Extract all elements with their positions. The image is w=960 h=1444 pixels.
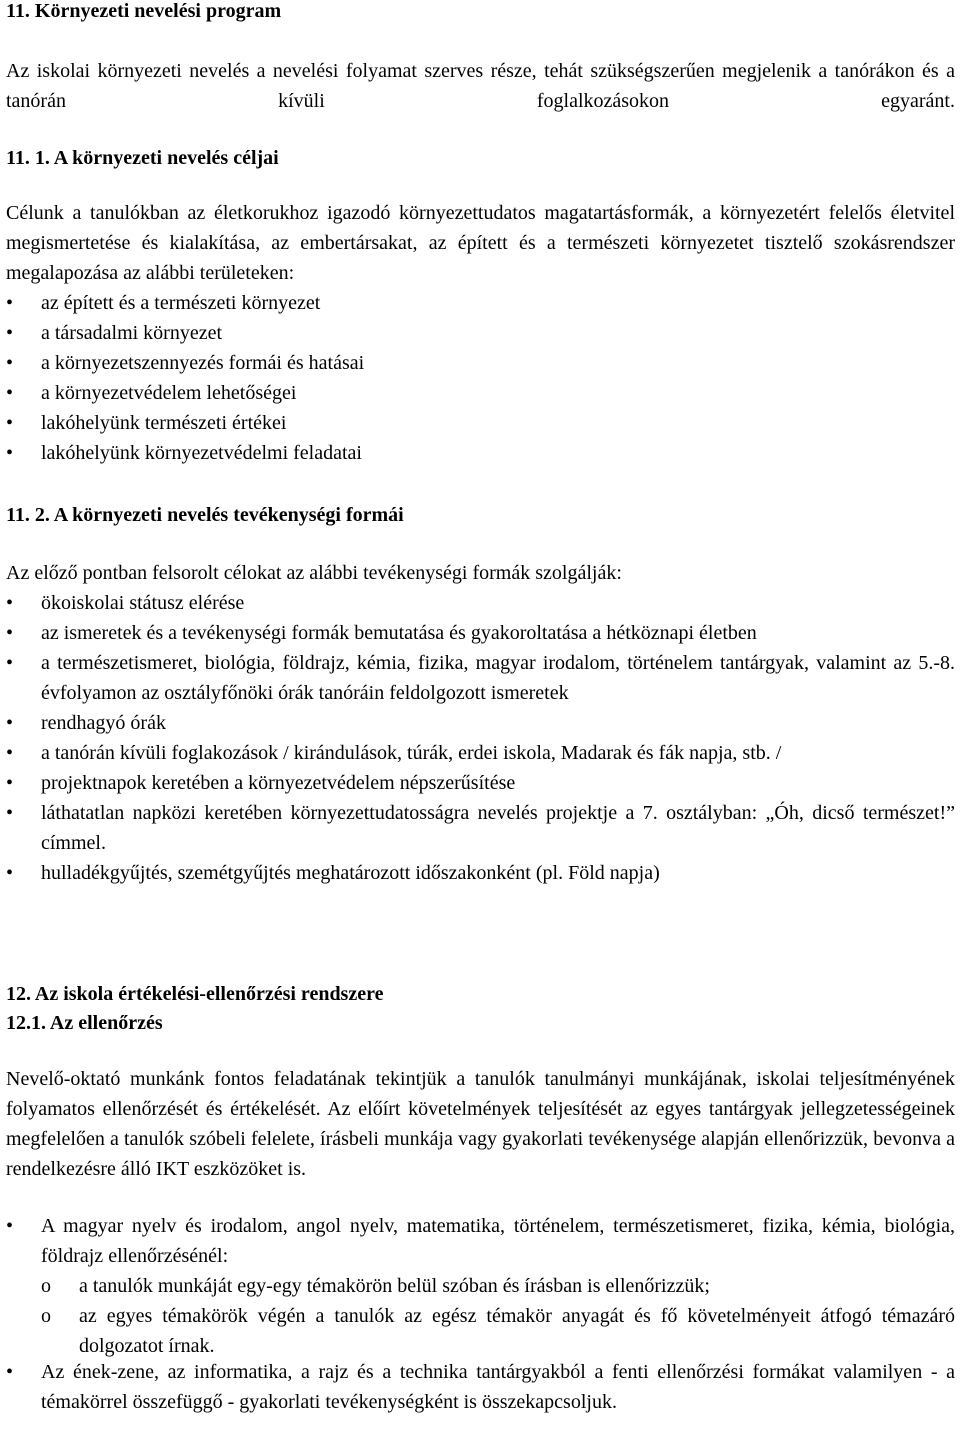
list-item: • lakóhelyünk környezetvédelmi feladatai — [6, 438, 955, 468]
bullet-icon: • — [6, 412, 14, 434]
section-12-1-title: 12.1. Az ellenőrzés — [6, 1012, 163, 1034]
list-item: • rendhagyó órák — [6, 708, 955, 738]
section-11-2-activity-list — [6, 588, 955, 888]
bullet-icon: • — [6, 322, 14, 344]
bullet-icon: • — [6, 592, 14, 614]
list-item: • Az ének-zene, az informatika, a rajz és a technika tantárgyakból a fenti ellenőrzési formákat valamilyen - a témakörrel összefüggő - gyakorlati tevékenységként is összekapcsoljuk. — [6, 1357, 955, 1417]
bullet-icon: • — [6, 862, 14, 884]
bullet-icon: • — [6, 382, 14, 404]
section-11-intro: Az iskolai környezeti nevelés a nevelési folyamat szerves része, tehát szükségszerűen megjelenik a tanórákon és a tanórán kívüli foglalkozásokon egyaránt. — [6, 60, 955, 112]
circle-bullet-icon: o — [41, 1305, 51, 1327]
section-12-1-list — [6, 1211, 955, 1271]
section-12-1-sublist — [6, 1271, 955, 1361]
list-item: • az ismeretek és a tevékenységi formák bemutatása és gyakoroltatása a hétköznapi életben — [6, 618, 955, 648]
bullet-icon: • — [6, 622, 14, 644]
section-12-1-paragraph: Nevelő-oktató munkánk fontos feladatának tekintjük a tanulók tanulmányi munkájának, iskolai teljesítményének folyamatos ellenőrzését és értékelését. Az előírt követelmények teljesítését az egyes tantárgyak jellegzetességeinek megfelelően a tanulók szóbeli felelete, írásbeli munkája vagy gyakorlati tevékenysége alapján ellenőrizzük, bevonva a rendelkezésre álló IKT eszközöket is. — [6, 1068, 955, 1180]
section-11-1-paragraph: Célunk a tanulókban az életkorukhoz igazodó környezettudatos magatartásformák, a környezetért felelős életvitel megismertetése és kialakítása, az embertársakat, az épített és a természeti környezetet tisztelő szokásrendszer megalapozása az alábbi területeken: — [6, 202, 955, 284]
list-item: • a környezetvédelem lehetőségei — [6, 378, 955, 408]
circle-bullet-icon: o — [41, 1275, 51, 1297]
list-item: • hulladékgyűjtés, szemétgyűjtés meghatározott időszakonként (pl. Föld napja) — [6, 858, 955, 888]
list-item: • a természetismeret, biológia, földrajz, kémia, fizika, magyar irodalom, történelem tantárgyak, valamint az 5.-8. évfolyamon az osztályfőnöki órák tanóráin feldolgozott ismeretek — [6, 648, 955, 708]
section-11-1-title: 11. 1. A környezeti nevelés céljai — [6, 147, 279, 169]
bullet-icon: • — [6, 442, 14, 464]
list-item: • A magyar nyelv és irodalom, angol nyelv, matematika, történelem, természetismeret, fizika, kémia, biológia, földrajz ellenőrzésénél: — [6, 1211, 955, 1271]
section-11-title: 11. Környezeti nevelési program — [6, 0, 282, 22]
list-item: • lakóhelyünk természeti értékei — [6, 408, 955, 438]
bullet-icon: • — [6, 352, 14, 374]
bullet-icon: • — [6, 802, 14, 824]
bullet-icon: • — [6, 1361, 14, 1383]
list-item: • ökoiskolai státusz elérése — [6, 588, 955, 618]
bullet-icon: • — [6, 292, 14, 314]
section-12-1-list-2 — [6, 1357, 955, 1417]
section-11-1-goal-list — [6, 288, 955, 468]
list-item: • a környezetszennyezés formái és hatásai — [6, 348, 955, 378]
list-item: • projektnapok keretében a környezetvédelem népszerűsítése — [6, 768, 955, 798]
section-12-title: 12. Az iskola értékelési-ellenőrzési rendszere — [6, 983, 384, 1005]
bullet-icon: • — [6, 652, 14, 674]
list-item: • az épített és a természeti környezet — [6, 288, 955, 318]
bullet-icon: • — [6, 742, 14, 764]
list-item: • a társadalmi környezet — [6, 318, 955, 348]
section-11-2-paragraph: Az előző pontban felsorolt célokat az alábbi tevékenységi formák szolgálják: — [6, 562, 622, 584]
list-item: o a tanulók munkáját egy-egy témakörön belül szóban és írásban is ellenőrizzük; — [6, 1271, 955, 1301]
bullet-icon: • — [6, 1215, 14, 1237]
bullet-icon: • — [6, 772, 14, 794]
list-item: • láthatatlan napközi keretében környezettudatosságra nevelés projektje a 7. osztályban: „Óh, dicső természet!” címmel. — [6, 798, 955, 858]
section-11-2-title: 11. 2. A környezeti nevelés tevékenységi formái — [6, 504, 404, 526]
list-item: • a tanórán kívüli foglakozások / kirándulások, túrák, erdei iskola, Madarak és fák napja, stb. / — [6, 738, 955, 768]
list-item: o az egyes témakörök végén a tanulók az egész témakör anyagát és fő követelményeit átfogó témazáró dolgozatot írnak. — [6, 1301, 955, 1361]
bullet-icon: • — [6, 712, 14, 734]
